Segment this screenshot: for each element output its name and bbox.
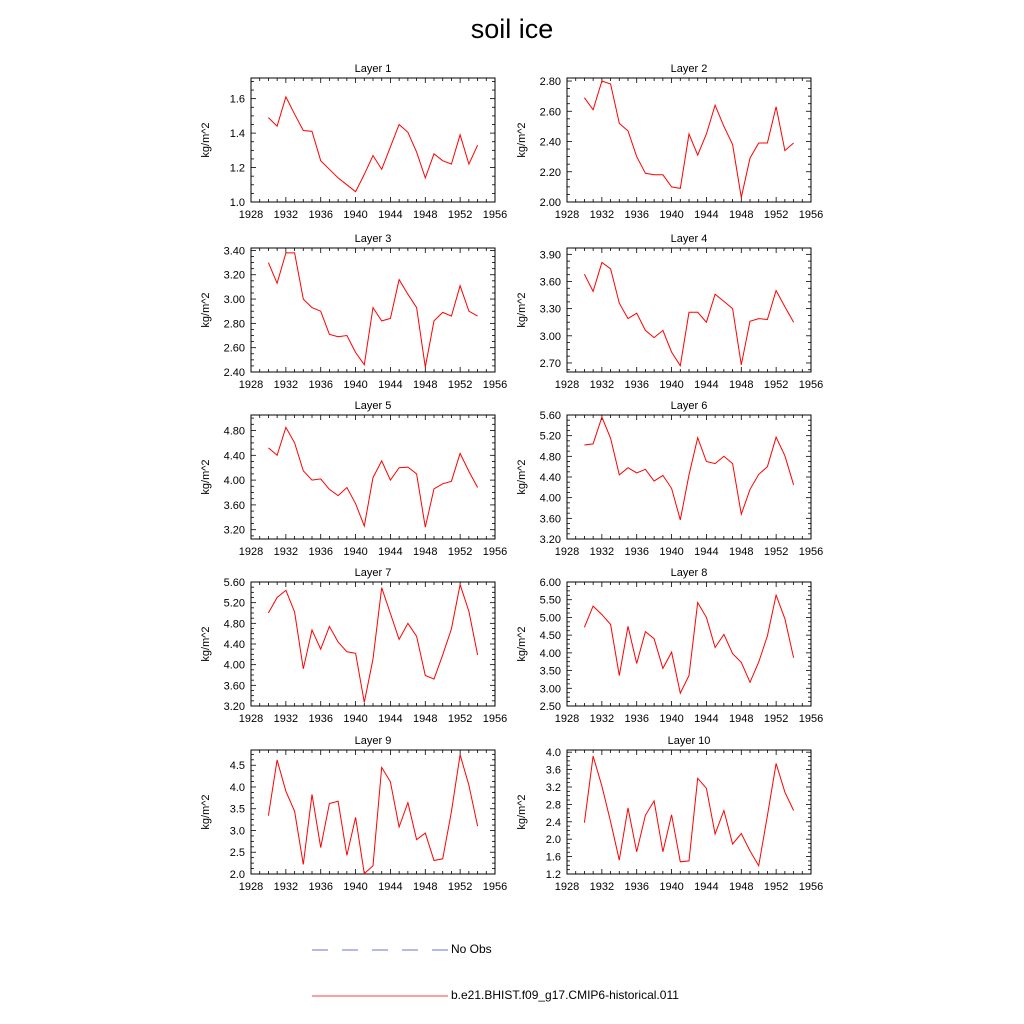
y-tick-label: 1.0	[229, 197, 245, 209]
y-axis-label: kg/m^2	[516, 459, 528, 495]
y-axis-label: kg/m^2	[200, 626, 212, 662]
series-line-layer-3	[268, 253, 477, 367]
series-line-layer-2	[584, 81, 793, 198]
x-tick-label: 1940	[659, 209, 684, 221]
plot-frame-layer-10	[567, 750, 811, 874]
x-tick-label: 1956	[798, 546, 824, 558]
y-tick-label: 2.60	[223, 342, 245, 355]
y-tick-label: 3.20	[223, 701, 245, 713]
plot-frame-layer-7	[251, 582, 495, 706]
x-tick-label: 1948	[413, 209, 438, 221]
x-tick-label: 1940	[659, 546, 684, 558]
x-tick-label: 1948	[413, 713, 438, 725]
x-tick-label: 1948	[413, 881, 438, 893]
x-tick-label: 1952	[447, 546, 473, 558]
x-tick-label: 1952	[763, 546, 789, 558]
y-tick-label: 4.00	[223, 659, 245, 672]
x-tick-label: 1940	[659, 713, 684, 725]
x-tick-label: 1944	[378, 713, 403, 725]
x-tick-label: 1956	[482, 546, 508, 558]
y-tick-label: 3.60	[539, 276, 561, 289]
x-tick-label: 1932	[589, 881, 615, 893]
y-tick-label: 4.80	[223, 618, 245, 631]
y-tick-label: 2.80	[539, 76, 561, 89]
panel-title-layer-8: Layer 8	[670, 567, 708, 579]
x-tick-label: 1956	[798, 209, 824, 221]
panel-title-layer-1: Layer 1	[354, 63, 392, 75]
x-tick-label: 1940	[343, 209, 368, 221]
x-tick-label: 1956	[798, 881, 824, 893]
y-tick-label: 4.40	[539, 472, 561, 484]
y-tick-label: 2.20	[539, 166, 561, 179]
plot-frame-layer-4	[567, 248, 811, 372]
y-tick-label: 2.80	[223, 318, 245, 331]
x-tick-label: 1936	[308, 881, 333, 893]
legend-label-no-obs: No Obs	[451, 942, 492, 956]
y-tick-label: 1.2	[229, 162, 245, 175]
y-tick-label: 2.0	[229, 869, 245, 881]
y-tick-label: 3.60	[223, 680, 245, 693]
x-tick-label: 1948	[729, 379, 754, 391]
series-line-layer-5	[268, 427, 477, 527]
x-tick-label: 1952	[763, 713, 789, 725]
plot-frame-layer-2	[567, 78, 811, 202]
y-axis-label: kg/m^2	[516, 626, 528, 662]
y-tick-label: 4.80	[539, 451, 561, 464]
series-line-layer-6	[584, 417, 793, 520]
y-tick-label: 2.70	[539, 357, 561, 370]
y-tick-label: 4.00	[223, 475, 245, 488]
x-tick-label: 1936	[624, 881, 649, 893]
x-tick-label: 1936	[624, 713, 649, 725]
x-tick-label: 1956	[482, 379, 508, 391]
x-tick-label: 1956	[798, 713, 824, 725]
x-tick-label: 1936	[624, 546, 649, 558]
x-tick-label: 1948	[729, 881, 754, 893]
x-tick-label: 1936	[624, 379, 649, 391]
x-tick-label: 1928	[554, 881, 580, 893]
y-tick-label: 1.2	[545, 869, 561, 881]
x-tick-label: 1932	[273, 379, 299, 391]
x-tick-label: 1940	[343, 546, 368, 558]
y-tick-label: 3.2	[545, 781, 561, 794]
x-tick-label: 1952	[763, 209, 789, 221]
x-tick-label: 1936	[624, 209, 649, 221]
y-tick-label: 5.00	[539, 612, 561, 625]
x-tick-label: 1944	[694, 209, 719, 221]
y-tick-label: 2.4	[545, 816, 561, 829]
x-tick-label: 1932	[273, 209, 299, 221]
x-tick-label: 1928	[238, 379, 264, 391]
y-axis-label: kg/m^2	[516, 122, 528, 158]
x-tick-label: 1944	[694, 546, 719, 558]
series-line-layer-10	[584, 756, 793, 866]
y-tick-label: 4.0	[545, 747, 561, 760]
x-tick-label: 1952	[447, 379, 473, 391]
x-tick-label: 1952	[763, 379, 789, 391]
y-tick-label: 1.4	[229, 128, 245, 141]
x-tick-label: 1956	[482, 209, 508, 221]
y-axis-label: kg/m^2	[200, 292, 212, 328]
y-tick-label: 3.00	[539, 330, 561, 343]
series-line-layer-4	[584, 263, 793, 366]
chart-title: soil ice	[470, 14, 554, 44]
panel-title-layer-7: Layer 7	[354, 567, 392, 579]
series-line-layer-8	[584, 595, 793, 693]
x-tick-label: 1944	[378, 546, 403, 558]
x-tick-label: 1932	[589, 379, 615, 391]
x-tick-label: 1928	[238, 713, 264, 725]
plot-frame-layer-8	[567, 582, 811, 706]
y-tick-label: 1.6	[229, 93, 245, 106]
y-tick-label: 4.00	[539, 647, 561, 660]
y-axis-label: kg/m^2	[200, 459, 212, 495]
series-line-layer-9	[268, 755, 477, 874]
x-tick-label: 1944	[694, 379, 719, 391]
x-tick-label: 1936	[308, 546, 333, 558]
x-tick-label: 1936	[308, 713, 333, 725]
x-tick-label: 1948	[729, 209, 754, 221]
y-axis-label: kg/m^2	[516, 292, 528, 328]
x-tick-label: 1928	[238, 881, 264, 893]
x-tick-label: 1956	[798, 379, 824, 391]
x-tick-label: 1932	[273, 546, 299, 558]
y-tick-label: 3.30	[539, 303, 561, 316]
y-tick-label: 5.50	[539, 594, 561, 607]
legend-label-model: b.e21.BHIST.f09_g17.CMIP6-historical.011	[451, 988, 679, 1002]
y-tick-label: 5.20	[539, 430, 561, 443]
x-tick-label: 1956	[482, 713, 508, 725]
x-tick-label: 1944	[694, 713, 719, 725]
y-tick-label: 2.8	[545, 799, 561, 812]
x-tick-label: 1952	[447, 209, 473, 221]
y-tick-label: 2.40	[223, 367, 245, 379]
y-tick-label: 3.20	[223, 524, 245, 537]
x-tick-label: 1944	[378, 209, 403, 221]
x-tick-label: 1936	[308, 209, 333, 221]
panel-title-layer-4: Layer 4	[670, 233, 708, 245]
panel-title-layer-3: Layer 3	[354, 233, 392, 245]
y-axis-label: kg/m^2	[516, 794, 528, 830]
y-tick-label: 3.00	[223, 294, 245, 307]
x-tick-label: 1944	[378, 379, 403, 391]
y-axis-label: kg/m^2	[200, 794, 212, 830]
panel-title-layer-5: Layer 5	[354, 400, 392, 412]
y-tick-label: 4.40	[223, 639, 245, 651]
y-tick-label: 2.50	[539, 701, 561, 713]
x-tick-label: 1940	[659, 379, 684, 391]
panel-title-layer-6: Layer 6	[670, 400, 708, 412]
x-tick-label: 1936	[308, 379, 333, 391]
x-tick-label: 1940	[343, 379, 368, 391]
x-tick-label: 1940	[659, 881, 684, 893]
y-tick-label: 5.60	[223, 577, 245, 589]
x-tick-label: 1952	[447, 713, 473, 725]
x-tick-label: 1928	[554, 713, 580, 725]
panel-title-layer-9: Layer 9	[354, 735, 392, 747]
y-tick-label: 3.0	[229, 825, 245, 838]
x-tick-label: 1948	[413, 379, 438, 391]
y-tick-label: 6.00	[539, 577, 561, 589]
y-tick-label: 3.5	[229, 803, 245, 816]
x-tick-label: 1948	[729, 713, 754, 725]
x-tick-label: 1932	[589, 546, 615, 558]
x-tick-label: 1952	[763, 881, 789, 893]
x-tick-label: 1948	[413, 546, 438, 558]
x-tick-label: 1940	[343, 713, 368, 725]
y-tick-label: 4.00	[539, 492, 561, 505]
panel-title-layer-10: Layer 10	[667, 735, 711, 747]
x-tick-label: 1956	[482, 881, 508, 893]
y-tick-label: 3.40	[223, 245, 245, 258]
y-tick-label: 4.0	[229, 781, 245, 794]
x-tick-label: 1932	[589, 209, 615, 221]
x-tick-label: 1932	[273, 713, 299, 725]
y-tick-label: 3.20	[539, 534, 561, 546]
y-tick-label: 3.50	[539, 665, 561, 678]
y-tick-label: 5.20	[223, 597, 245, 610]
x-tick-label: 1948	[729, 546, 754, 558]
y-tick-label: 3.90	[539, 249, 561, 262]
y-tick-label: 3.60	[223, 499, 245, 512]
y-tick-label: 2.00	[539, 197, 561, 209]
series-line-layer-7	[268, 585, 477, 703]
y-tick-label: 2.60	[539, 106, 561, 119]
y-tick-label: 1.6	[545, 851, 561, 864]
x-tick-label: 1944	[378, 881, 403, 893]
x-tick-label: 1928	[238, 209, 264, 221]
panel-title-layer-2: Layer 2	[670, 63, 708, 75]
x-tick-label: 1928	[554, 209, 580, 221]
x-tick-label: 1940	[343, 881, 368, 893]
x-tick-label: 1932	[273, 881, 299, 893]
y-axis-label: kg/m^2	[200, 122, 212, 158]
y-tick-label: 2.40	[539, 136, 561, 149]
y-tick-label: 2.5	[229, 847, 245, 860]
x-tick-label: 1932	[589, 713, 615, 725]
y-tick-label: 4.80	[223, 425, 245, 438]
y-tick-label: 4.50	[539, 630, 561, 643]
y-tick-label: 4.5	[229, 760, 245, 773]
series-line-layer-1	[268, 97, 477, 192]
y-tick-label: 3.60	[539, 513, 561, 526]
y-tick-label: 3.6	[545, 764, 561, 777]
x-tick-label: 1928	[238, 546, 264, 558]
y-tick-label: 5.60	[539, 410, 561, 422]
y-tick-label: 4.40	[223, 450, 245, 463]
x-tick-label: 1944	[694, 881, 719, 893]
y-tick-label: 2.0	[545, 834, 561, 847]
x-tick-label: 1928	[554, 379, 580, 391]
x-tick-label: 1928	[554, 546, 580, 558]
y-tick-label: 3.20	[223, 269, 245, 282]
x-tick-label: 1952	[447, 881, 473, 893]
y-tick-label: 3.00	[539, 683, 561, 696]
